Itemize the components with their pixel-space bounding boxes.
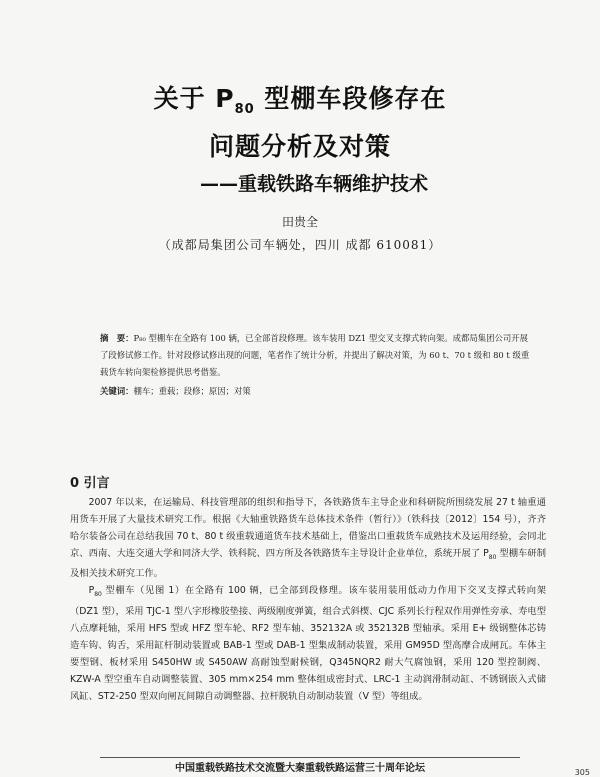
title-subscript: 80 (234, 102, 255, 117)
body-paragraph-2-text: 型棚车（见图 1）在全路有 100 辆，已全部到段修理。该车装用装用低动力作用下交叉支撑式转向架（DZ1 型），采用 TJC-1 型八字形橡胶垫接、两级刚度弹簧，组合式斜楔、CJC 系列长行程双作用弹性旁承、寿电型八点摩耗轴，采用 HFS 型或 HFZ 型车轮、RF2 型车轴、352132A 或 352132B 型轴承。采用 E+ 级钢整体芯铸造车钩、钩舌，采用缸杆制动装置或 BAB-1 型或 DAB-1 型集成制动装置，采用 GM95D 型高摩合成闸瓦。车体主要型钢、板材采用 S450HW 或 S450AW 高耐蚀型耐候钢，Q345NQR2 耐大气腐蚀钢，采用 120 型控制阀、KZW-A 型空重车自动调整装置、305 mm×254 mm 整体组成密封式、LRC-1 主动润滑制动缸、不锈钢嵌入式储风缸、ST2-250 型双向闸瓦间隙自动调整器、拉杆脱轨自动制动装置（V 型）等组成。 (70, 585, 546, 702)
body-paragraph-1-text: 2007 年以来，在运输局、科技管理部的组织和指导下，各铁路货车主导企业和科研院所围绕发展 27 t 轴重通用货车开展了大量技术研究工作。根据《大轴重铁路货车总体技术条件（暂行）》（铁科技〔2012〕154 号），齐齐哈尔装备公司在总结我国 70 t、80 t 级重载通道货车技术基础上，借鉴出口重载货车成熟技术及运用经验，会同北京、西南、大连交通大学和同济大学、铁科院、四方所及各铁路货车主导设计企业单位，系统开展了 P (70, 497, 546, 559)
body-paragraph-2-sub: 80 (94, 591, 102, 599)
abstract-paragraph (100, 330, 530, 381)
keywords-line (100, 383, 530, 400)
body-text (70, 495, 546, 706)
section-heading: 0 引言 (70, 476, 110, 491)
title-line-2: 问题分析及对策 (208, 132, 391, 161)
body-paragraph-1-end: 型棚车研制及相关技术研究工作。 (70, 547, 546, 580)
body-paragraph-2-pre: P (88, 585, 95, 597)
title-block (0, 80, 600, 199)
keywords-label: 关键词： (100, 386, 134, 396)
author-name: 田贵全 (281, 215, 318, 229)
title-line-1-pre: 关于 P (153, 84, 235, 113)
keywords-text: 棚车；重载；段修；原因；对策 (133, 386, 251, 396)
abstract-label: 摘 要： (100, 333, 134, 343)
abstract (100, 330, 530, 400)
abstract-text: P₈₀ 型棚车在全路有 100 辆，已全部首段修理。该车装用 DZ1 型交叉支撑式转向架。成都局集团公司开展了段修试修工作。针对段修试修出现的问题，笔者作了统计分析，并提出了解决对策，为 60 t、70 t 级和 80 t 级重载货车转向架检修提供思考借鉴。 (100, 333, 530, 377)
body-paragraph-2 (70, 583, 546, 705)
page-number: 305 (574, 768, 590, 777)
title-line-1 (0, 80, 600, 128)
body-paragraph-1-sub: 80 (488, 553, 497, 561)
subtitle: ——重载铁路车辆维护技术 (199, 173, 428, 195)
body-paragraph-1 (70, 495, 546, 583)
footer-conference-title: 中国重载铁路技术交流暨大秦重载铁路运营三十周年论坛 (175, 763, 425, 774)
footer-divider (100, 757, 520, 758)
author-affiliation: （成都局集团公司车辆处，四川 成都 610081） (158, 238, 442, 252)
title-line-1-post: 型棚车段修存在 (254, 84, 447, 113)
